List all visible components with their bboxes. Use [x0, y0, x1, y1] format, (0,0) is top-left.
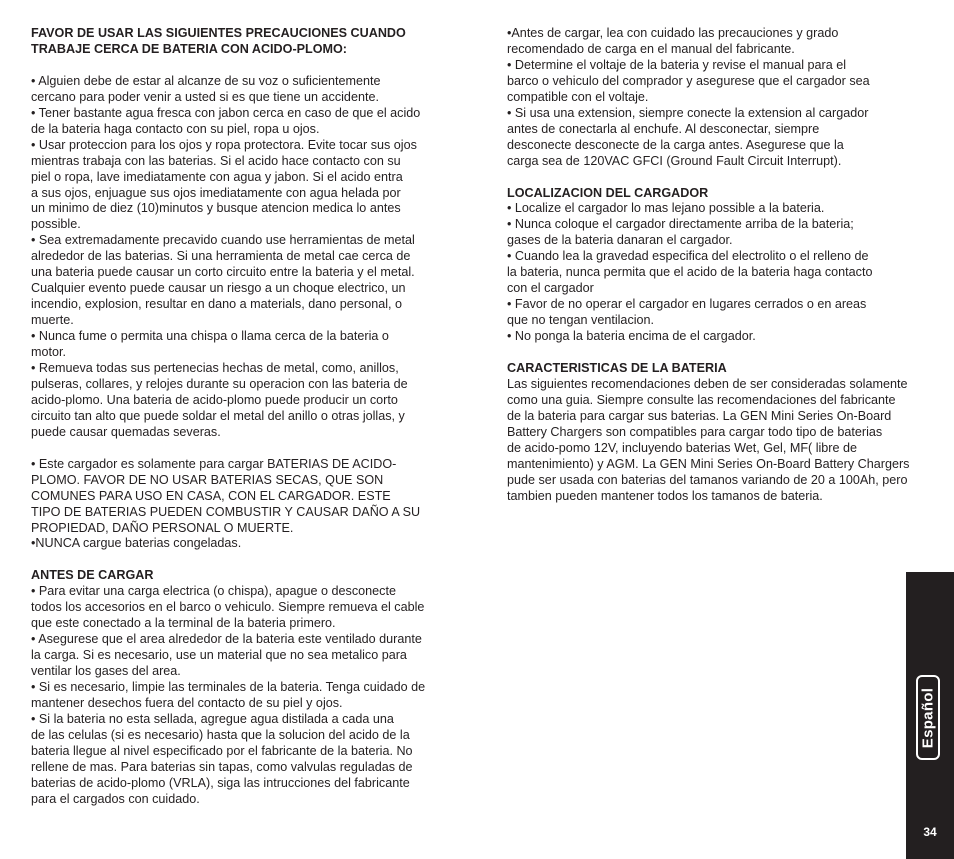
charger-location-heading: LOCALIZACION DEL CARGADOR — [507, 185, 709, 200]
paragraph-locate-far: • Localize el cargador lo mas lejano possible a la bateria. — [507, 201, 825, 216]
paragraph-remove-metal: • Remueva todas sus pertenecias hechas de metal, como, anillos, pulseras, collares, y relojes durante su operacion con las bateria de acido-plomo. Una bateria de acido-plomo puede producir un corto circuito tan alto que puede soldar el metal del anillo o otras jollas, y puede causar quemadas severas. — [31, 361, 408, 439]
paragraph-metal-tools: • Sea extremadamente precavido cuando use herramientas de metal alrededor de las baterias. Si una herramienta de metal cae cerca de una bateria puede causar un corto circuito entre la bateria y el metal. Cualquier evento puede causar un riesgo a un choque electrico, un incendio, explosion, resultar en dano a materials, dano personal, o muerte. — [31, 233, 415, 328]
paragraph-extension-cord: • Si usa una extension, siempre conecte la extension al cargador antes de conectarla al enchufe. Al desconectar, siempre desconecte desconecte de la carga antes. Asegurese que la carga sea de 120VAC GFCI (Ground Fault Circuit Interrupt). — [507, 105, 869, 168]
right-column — [507, 26, 927, 505]
paragraph-not-on-charger: • No ponga la bateria encima de el cargador. — [507, 329, 756, 344]
paragraph-lead-acid-only: • Este cargador es solamente para cargar BATERIAS DE ACIDO- PLOMO. FAVOR DE NO USAR BATERIAS SECAS, QUE SON COMUNES PARA USO EN CASA, CON EL CARGADOR. ESTE TIPO DE BATERIAS PUEDEN COMBUSTIR Y CAUSAR DAÑO A SU PROPIEDAD, DAÑO PERSONAL O MUERTE. — [31, 456, 421, 535]
left-column — [31, 26, 456, 808]
paragraph-determine-voltage: • Determine el voltaje de la bateria y revise el manual para el barco o vehiculo del comprador y asegurese que el cargador sea compatible con el voltaje. — [507, 57, 870, 104]
page-number: 34 — [923, 825, 937, 839]
precautions-heading: FAVOR DE USAR LAS SIGUIENTES PRECAUCIONES CUANDO TRABAJE CERCA DE BATERIA CON ACIDO-PLOMO: — [31, 26, 406, 56]
paragraph-closed-areas: • Favor de no operar el cargador en lugares cerrados o en areas que no tengan ventilacion. — [507, 297, 867, 328]
paragraph-ventilation: • Asegurese que el area alrededor de la bateria este ventilado durante la carga. Si es necesario, use un material que no sea metalico para ventilar los gases del area. — [31, 632, 422, 679]
paragraph-frozen-batteries: •NUNCA cargue baterias congeladas. — [31, 536, 242, 551]
battery-characteristics-heading: CARACTERISTICAS DE LA BATERIA — [507, 360, 727, 375]
paragraph-battery-recommendations: Las siguientes recomendaciones deben de ser consideradas solamente como una guia. Siempre consulte las recomendaciones del fabricante de la bateria para cargar sus baterias. La GEN Mini Series On-Board Battery Chargers son compatibles para cargar todo tipo de baterias de acido-pomo 12V, incluyendo baterias Wet, Gel, MF( libre de mantenimiento) y AGM. La GEN Mini Series On-Board Battery Chargers pude ser usada con baterias del tamanos variando de 20 a 100Ah, pero tambien pueden mantener todos los tamanos de bateria. — [507, 376, 910, 503]
paragraph-disconnect-accessories: • Para evitar una carga electrica (o chispa), apague o desconecte todos los accesorios en el barco o vehiculo. Siempre remueva el cable que este conectado a la terminal de la bateria primero. — [31, 584, 425, 631]
paragraph-read-precautions: •Antes de cargar, lea con cuidado las precauciones y grado recomendado de carga en el manual del fabricante. — [507, 26, 839, 56]
paragraph-electrolyte: • Cuando lea la gravedad especifica del electrolito o el relleno de la bateria, nunca permita que el acido de la bateria haga contacto con el cargador — [507, 249, 873, 296]
paragraph-clean-terminals: • Si es necesario, limpie las terminales de la bateria. Tenga cuidado de mantener desechos fuera del contacto de su piel y ojos. — [31, 680, 426, 710]
language-label-box — [916, 675, 940, 760]
before-charging-heading: ANTES DE CARGAR — [31, 568, 154, 583]
paragraph-water-soap: • Tener bastante agua fresca con jabon cerca en caso de que el acido de la bateria haga contacto con su piel, ropa u ojos. — [31, 105, 421, 136]
paragraph-no-smoking: • Nunca fume o permita una chispa o llama cerca de la bateria o motor. — [31, 329, 389, 360]
language-label: Español — [919, 687, 937, 748]
paragraph-not-above-battery: • Nunca coloque el cargador directamente arriba de la bateria; gases de la bateria danaran el cargador. — [507, 217, 854, 248]
paragraph-distilled-water: • Si la bateria no esta sellada, agregue agua distilada a cada una de las celulas (si es necesario) hasta que la solucion del acido de la bateria llegue al nivel especificado por el fabricante de la bateria. No rellene de mas. Para baterias sin tapas, como valvulas reguladas de baterias de acido-plomo (VRLA), siga las intrucciones del fabricante para el cargados con cuidado. — [31, 711, 413, 806]
language-tab — [906, 572, 954, 859]
paragraph-eye-protection: • Usar proteccion para los ojos y ropa protectora. Evite tocar sus ojos mientras trabaja con las baterias. Si el acido hace contacto con su piel o ropa, lave imediatamente con agua y jabon. Si el acido entra a sus ojos, enjuague sus ojos imediatamente con agua helada por un minimo de diez (10)minutos y busque atencion medica lo antes possible. — [31, 137, 417, 232]
paragraph-bystander: • Alguien debe de estar al alcanze de su voz o suficientemente cercano para poder venir a usted si es que tiene un accidente. — [31, 73, 381, 104]
